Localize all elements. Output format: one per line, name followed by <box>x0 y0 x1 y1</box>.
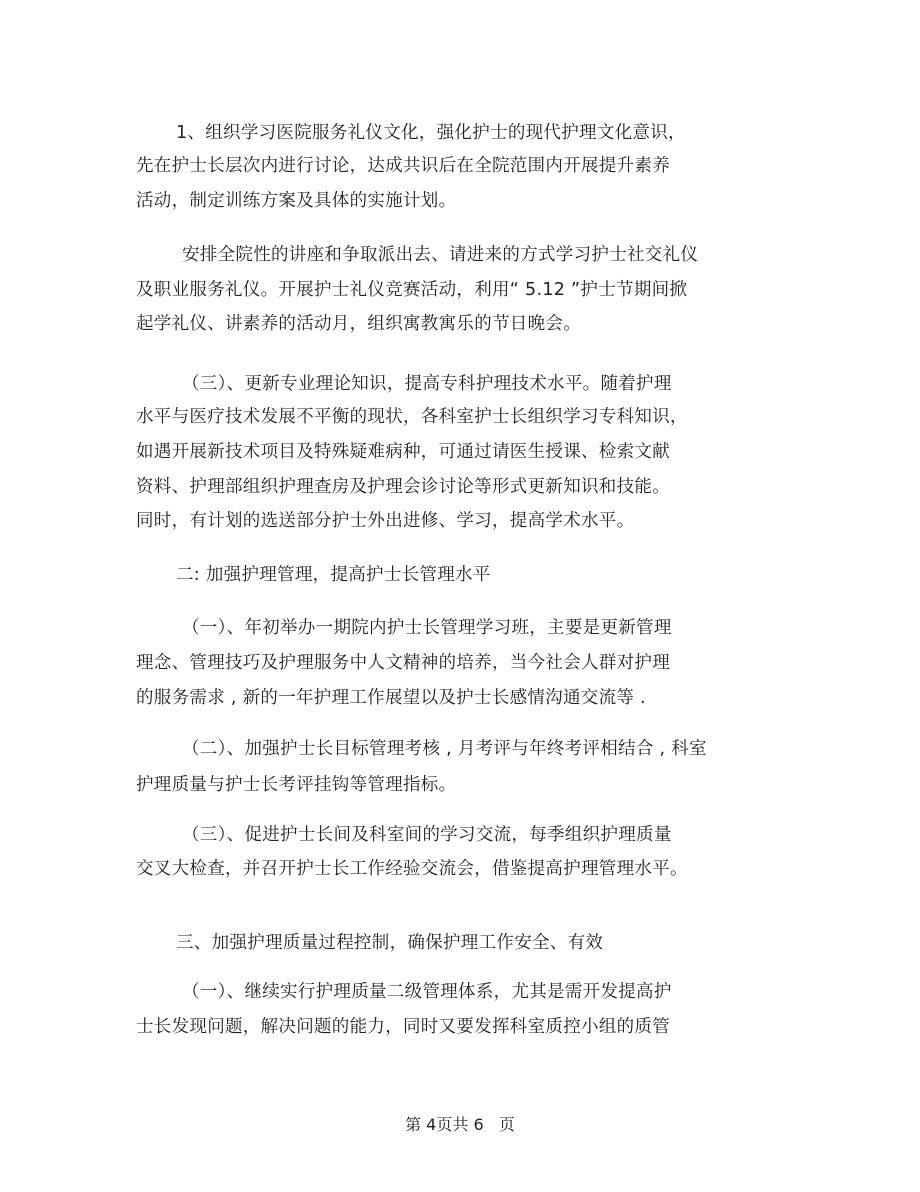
paragraph-5-line-1: （一）、年初举办一期院内护士长管理学习班，主要是更新管理 <box>182 618 672 638</box>
paragraph-2-line-1: 安排全院性的讲座和争取派出去、请进来的方式学习护士社交礼仪 <box>182 245 699 265</box>
paragraph-9-line-1: （一）、继续实行护理质量二级管理体系，尤其是需开发提高护 <box>182 982 672 1002</box>
section-heading-2: 二: 加强护理管理，提高护士长管理水平 <box>176 565 491 585</box>
paragraph-2-line-3: 起学礼仪、讲素养的活动月，组织寓教寓乐的节日晚会。 <box>136 314 581 334</box>
paragraph-3-line-4: 资料、护理部组织护理查房及护理会诊讨论等形式更新知识和技能。 <box>136 477 670 497</box>
paragraph-5-line-3: 的服务需求 , 新的一年护理工作展望以及护士长感情沟通交流等 . <box>136 688 646 708</box>
paragraph-5-line-2: 理念、管理技巧及护理服务中人文精神的培养，当今社会人群对护理 <box>136 653 670 673</box>
page-number-footer: 第 4页共 6 页 <box>405 1115 515 1134</box>
paragraph-3-line-3: 如遇开展新技术项目及特殊疑难病种，可通过请医生授课、检索文献 <box>136 442 670 462</box>
paragraph-3-line-5: 同时，有计划的选送部分护士外出进修、学习，提高学术水平。 <box>136 511 635 531</box>
paragraph-3-line-1: （三）、更新专业理论知识，提高专科护理技术水平。随着护理 <box>182 374 672 394</box>
section-heading-3: 三、加强护理质量过程控制，确保护理工作安全、有效 <box>176 933 604 953</box>
paragraph-6-line-2: 护理质量与护士长考评挂钩等管理指标。 <box>136 775 457 795</box>
paragraph-6-line-1: （二）、加强护士长目标管理考核 , 月考评与年终考评相结合 , 科室 <box>182 739 707 759</box>
paragraph-1-line-1: 1、组织学习医院服务礼仪文化，强化护士的现代护理文化意识， <box>176 123 686 143</box>
paragraph-9-line-2: 士长发现问题，解决问题的能力，同时又要发挥科室质控小组的质管 <box>136 1017 670 1037</box>
paragraph-1-line-3: 活动，制定训练方案及具体的实施计划。 <box>136 191 457 211</box>
paragraph-2-line-2: 及职业服务礼仪。开展护士礼仪竞赛活动，利用“ 5.12 ”护士节期间掀 <box>136 280 688 300</box>
paragraph-7-line-1: （三）、促进护士长间及科室间的学习交流，每季组织护理质量 <box>182 825 672 845</box>
paragraph-3-line-2: 水平与医疗技术发展不平衡的现状，各科室护士长组织学习专科知识， <box>136 407 688 427</box>
paragraph-1-line-2: 先在护士长层次内进行讨论，达成共识后在全院范围内开展提升素养 <box>136 156 670 176</box>
paragraph-7-line-2: 交叉大检查，并召开护士长工作经验交流会，借鉴提高护理管理水平。 <box>136 859 688 879</box>
